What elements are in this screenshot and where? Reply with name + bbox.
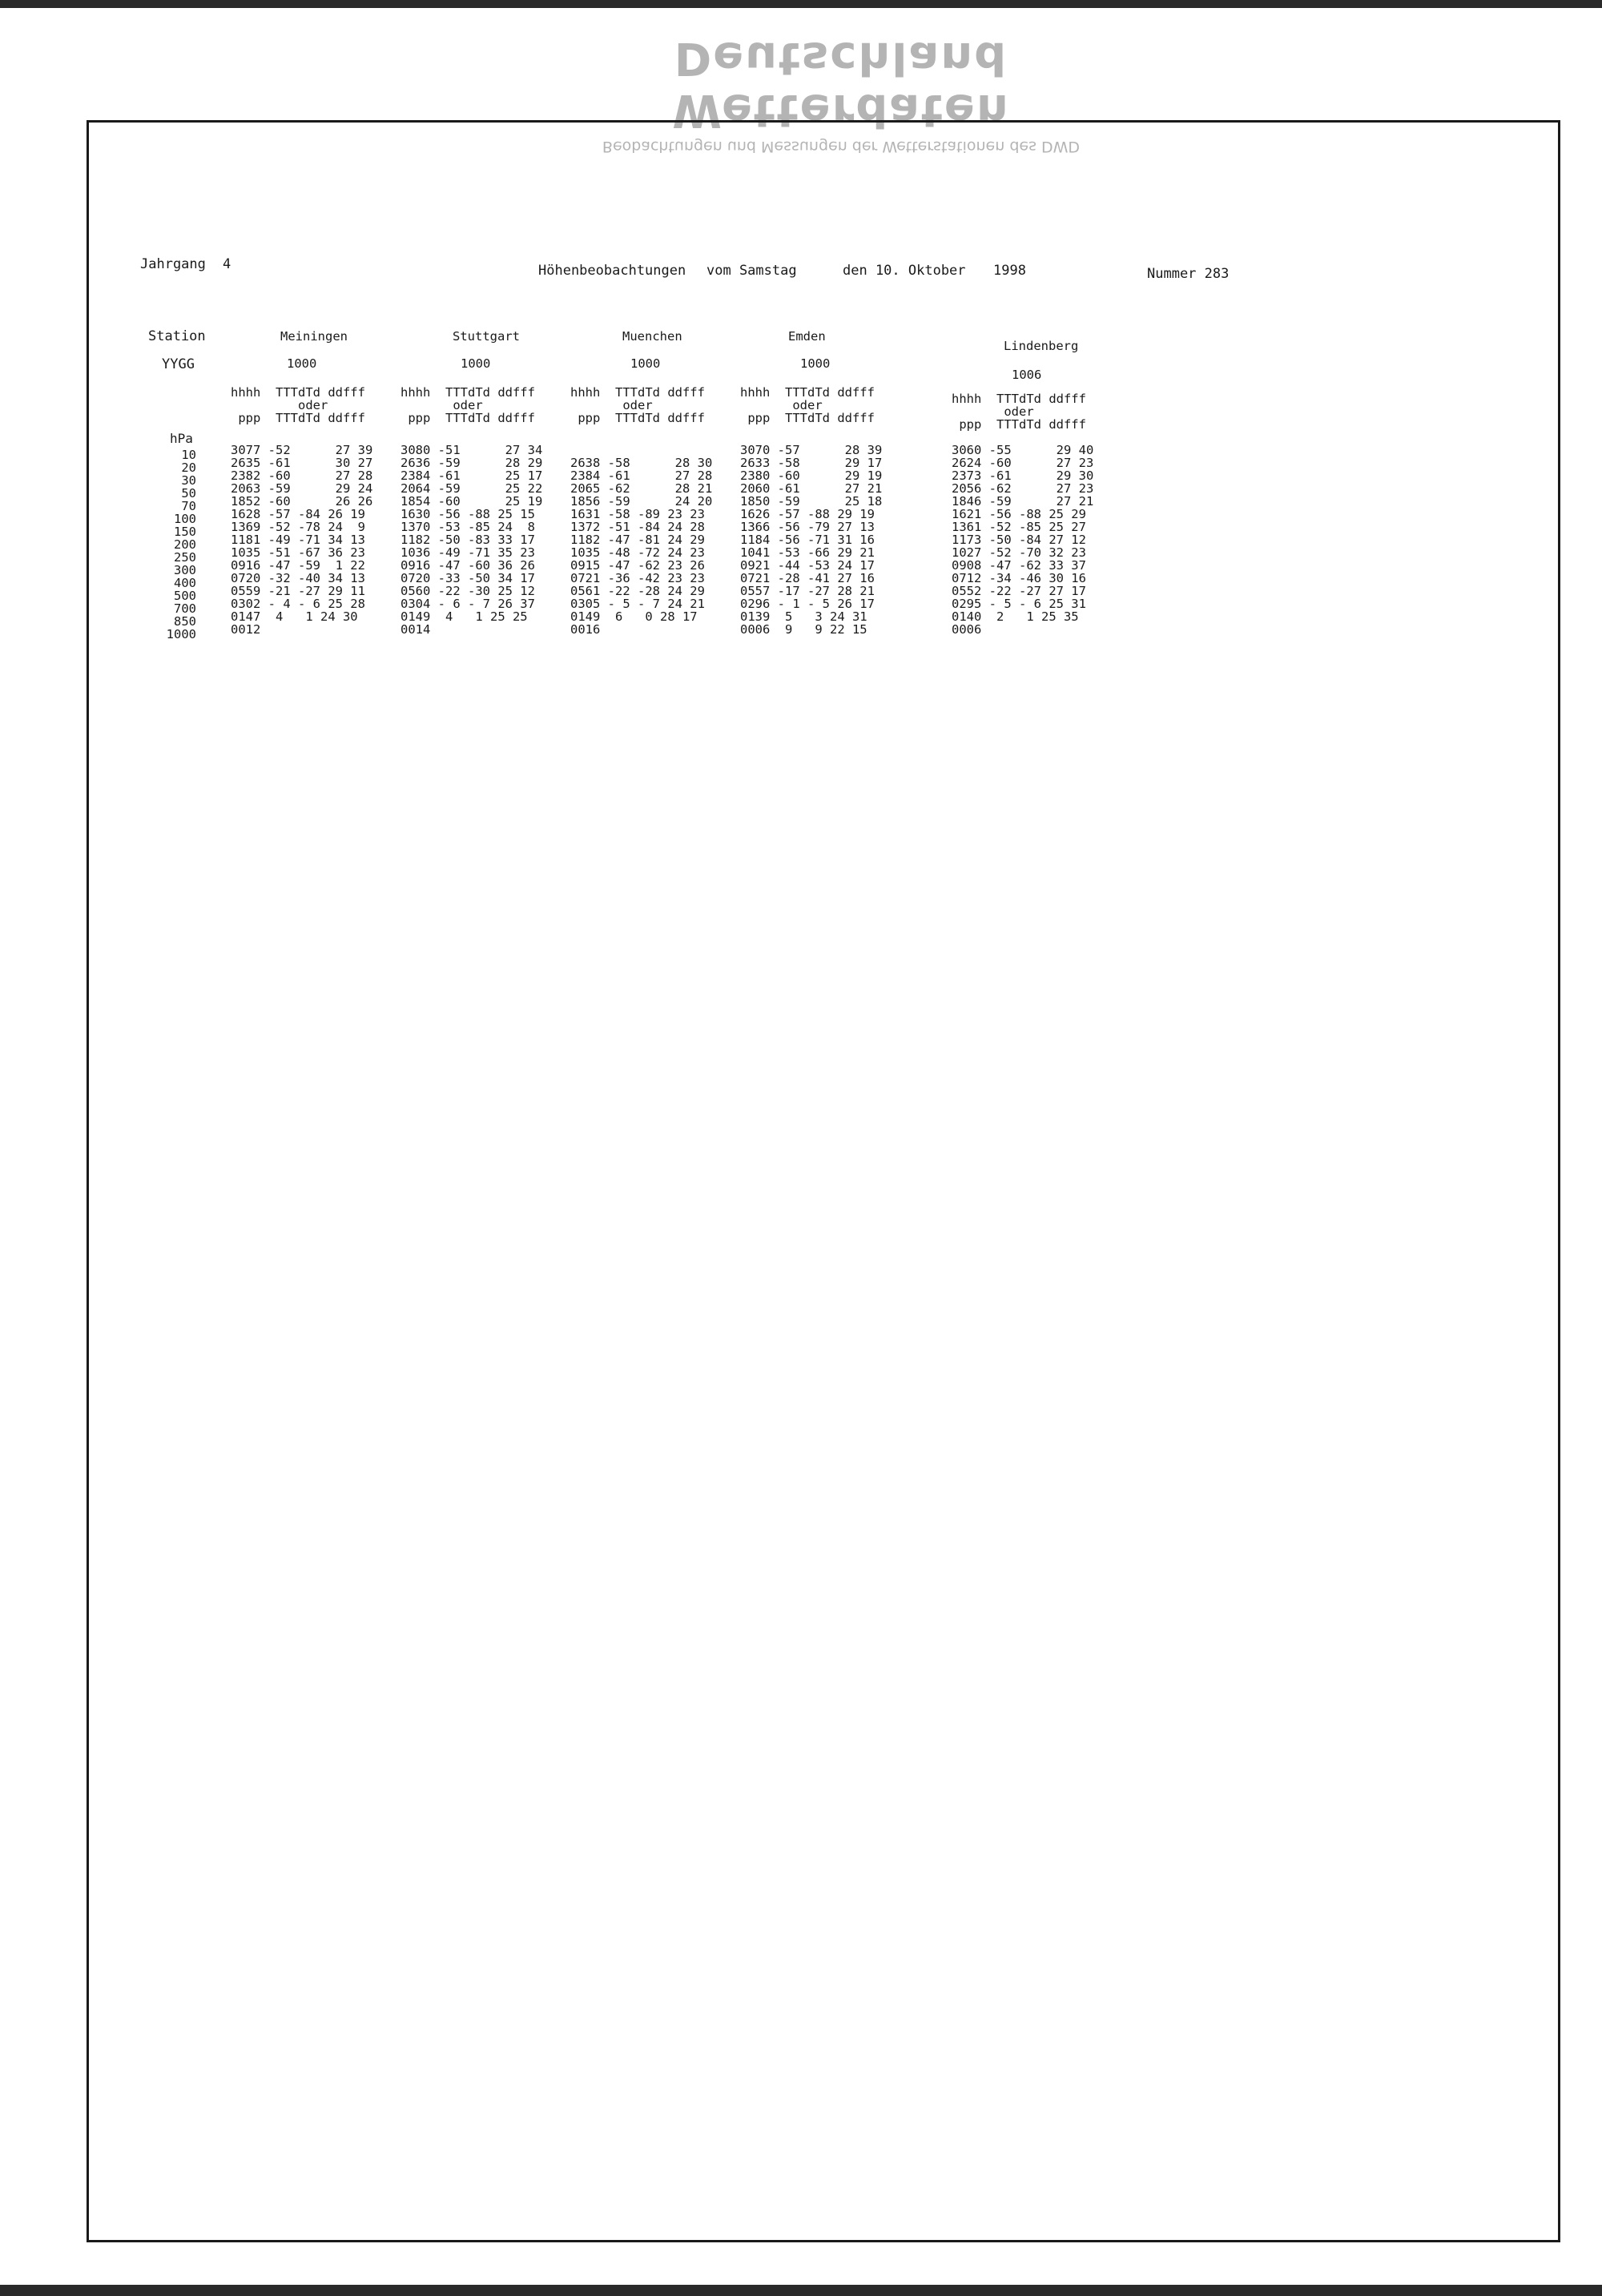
data-row: 0302 - 4 - 6 25 28 (231, 597, 365, 611)
column-header-line2: oder (231, 398, 328, 412)
issue-number: Nummer 283 (1147, 266, 1230, 282)
column-header-line1: hhhh TTTdTd ddfff (570, 385, 705, 400)
jahrgang-label: Jahrgang (140, 256, 206, 272)
data-row: 0721 -36 -42 23 23 (570, 571, 705, 585)
column-header-line2: oder (740, 398, 823, 412)
data-row: 0016 (570, 622, 601, 637)
station-lindenberg (952, 340, 1093, 636)
jahrgang-number: 4 (223, 256, 231, 272)
data-row: 1630 -56 -88 25 15 (400, 507, 535, 521)
level-value: 300 (174, 563, 196, 577)
data-row: 0140 2 1 25 35 (952, 609, 1079, 624)
data-row: 0305 - 5 - 7 24 21 (570, 597, 705, 611)
data-row: 2064 -59 25 22 (400, 481, 543, 496)
column-header-line2: oder (400, 398, 483, 412)
data-row: 0721 -28 -41 27 16 (740, 571, 875, 585)
data-row: 1621 -56 -88 25 29 (952, 507, 1086, 521)
data-row (570, 444, 712, 456)
station-emden (740, 330, 882, 636)
data-row: 0149 6 0 28 17 (570, 609, 698, 624)
column-header-line3: ppp TTTdTd ddfff (231, 411, 365, 425)
level-value: 70 (181, 499, 196, 513)
level-value: 20 (181, 460, 196, 475)
data-row: 3060 -55 29 40 (952, 443, 1094, 457)
level-value: 250 (174, 550, 196, 565)
date: den 10. Oktober (843, 263, 966, 279)
data-row: 0552 -22 -27 27 17 (952, 584, 1086, 598)
data-row: 2373 -61 29 30 (952, 468, 1094, 483)
station-stuttgart (400, 330, 542, 636)
level-value: 400 (174, 576, 196, 590)
yygg-label: YYGG (162, 356, 195, 372)
column-header-line1: hhhh TTTdTd ddfff (952, 392, 1086, 406)
data-row: 1182 -50 -83 33 17 (400, 533, 535, 547)
data-row: 2636 -59 28 29 (400, 456, 543, 470)
data-row: 2635 -61 30 27 (231, 456, 373, 470)
data-row (570, 431, 712, 444)
data-row: 3077 -52 27 39 (231, 443, 373, 457)
data-row: 0921 -44 -53 24 17 (740, 558, 875, 573)
data-row: 0147 4 1 24 30 (231, 609, 358, 624)
level-value: 1000 (166, 627, 196, 641)
masthead-title: Wetterdaten Deutschland (672, 32, 1010, 136)
data-row: 1628 -57 -84 26 19 (231, 507, 365, 521)
data-row: 0720 -32 -40 34 13 (231, 571, 365, 585)
data-row: 0012 (231, 622, 261, 637)
data-row: 2633 -58 29 17 (740, 456, 883, 470)
station-data (231, 444, 372, 636)
column-header-line2: oder (570, 398, 653, 412)
data-row: 0560 -22 -30 25 12 (400, 584, 535, 598)
top-scan-band (0, 0, 1602, 8)
data-row: 0908 -47 -62 33 37 (952, 558, 1086, 573)
data-row: 2060 -61 27 21 (740, 481, 883, 496)
station-data (570, 431, 712, 636)
data-row: 0014 (400, 622, 431, 637)
station-data (740, 444, 882, 636)
data-row: 2624 -60 27 23 (952, 456, 1094, 470)
level-value: 500 (174, 589, 196, 603)
data-row: 0712 -34 -46 30 16 (952, 571, 1086, 585)
data-row: 1369 -52 -78 24 9 (231, 520, 365, 534)
data-row: 0296 - 1 - 5 26 17 (740, 597, 875, 611)
station-data (952, 444, 1093, 636)
station-name: Meiningen (280, 329, 348, 344)
data-row: 1370 -53 -85 24 8 (400, 520, 535, 534)
data-row: 2384 -61 25 17 (400, 468, 543, 483)
data-row: 0006 (952, 622, 982, 637)
data-row: 2384 -61 27 28 (570, 468, 713, 483)
data-row: 1184 -56 -71 31 16 (740, 533, 875, 547)
data-row: 1372 -51 -84 24 28 (570, 520, 705, 534)
station-label: Station (148, 328, 206, 344)
data-row: 0557 -17 -27 28 21 (740, 584, 875, 598)
masthead-subtitle: Beobachtungen und Messungen der Wetterstationen des DWD (602, 138, 1081, 155)
data-row: 2063 -59 29 24 (231, 481, 373, 496)
data-row: 1850 -59 25 18 (740, 494, 883, 509)
data-row: 1182 -47 -81 24 29 (570, 533, 705, 547)
data-row: 1035 -51 -67 36 23 (231, 545, 365, 560)
station-name: Emden (788, 329, 826, 344)
level-value: 100 (174, 512, 196, 526)
column-header-line3: ppp TTTdTd ddfff (400, 411, 535, 425)
data-row: 3070 -57 28 39 (740, 443, 883, 457)
data-row: 1626 -57 -88 29 19 (740, 507, 875, 521)
data-row: 1361 -52 -85 25 27 (952, 520, 1086, 534)
data-row: 0559 -21 -27 29 11 (231, 584, 365, 598)
column-header-line1: hhhh TTTdTd ddfff (231, 385, 365, 400)
hpa-label: hPa (170, 431, 193, 446)
data-row: 1027 -52 -70 32 23 (952, 545, 1086, 560)
station-name: Stuttgart (453, 329, 520, 344)
weekday: vom Samstag (706, 263, 797, 279)
data-row: 2380 -60 29 19 (740, 468, 883, 483)
level-value: 50 (181, 486, 196, 501)
level-value: 150 (174, 525, 196, 539)
column-header-line1: hhhh TTTdTd ddfff (400, 385, 535, 400)
level-value: 850 (174, 614, 196, 629)
data-row: 1854 -60 25 19 (400, 494, 543, 509)
level-value: 10 (181, 448, 196, 462)
data-row: 1852 -60 26 26 (231, 494, 373, 509)
data-row: 1041 -53 -66 29 21 (740, 545, 875, 560)
data-row: 0916 -47 -60 36 26 (400, 558, 535, 573)
data-row: 2056 -62 27 23 (952, 481, 1094, 496)
bottom-scan-band (0, 2285, 1602, 2296)
data-row: 1846 -59 27 21 (952, 494, 1094, 509)
data-row: 0295 - 5 - 6 25 31 (952, 597, 1086, 611)
data-row: 1366 -56 -79 27 13 (740, 520, 875, 534)
pressure-level-column (160, 448, 196, 641)
data-row: 0149 4 1 25 25 (400, 609, 528, 624)
data-row: 1173 -50 -84 27 12 (952, 533, 1086, 547)
column-header-line3: ppp TTTdTd ddfff (952, 417, 1086, 432)
data-row: 0561 -22 -28 24 29 (570, 584, 705, 598)
station-name: Muenchen (622, 329, 682, 344)
column-header-line1: hhhh TTTdTd ddfff (740, 385, 875, 400)
station-yygg: 1006 (1012, 368, 1042, 382)
data-row: 1181 -49 -71 34 13 (231, 533, 365, 547)
station-data (400, 444, 542, 636)
data-row: 0139 5 3 24 31 (740, 609, 867, 624)
data-row: 2382 -60 27 28 (231, 468, 373, 483)
data-row: 0720 -33 -50 34 17 (400, 571, 535, 585)
column-header-line3: ppp TTTdTd ddfff (740, 411, 875, 425)
data-row: 2638 -58 28 30 (570, 456, 713, 470)
data-row: 1631 -58 -89 23 23 (570, 507, 705, 521)
data-row: 2065 -62 28 21 (570, 481, 713, 496)
level-value: 200 (174, 537, 196, 552)
station-yygg: 1000 (630, 356, 661, 371)
data-row: 1036 -49 -71 35 23 (400, 545, 535, 560)
page-title: Höhenbeobachtungen (538, 263, 686, 279)
data-row: 0916 -47 -59 1 22 (231, 558, 365, 573)
column-header-line2: oder (952, 404, 1034, 419)
column-header-line3: ppp TTTdTd ddfff (570, 411, 705, 425)
data-row: 0006 9 9 22 15 (740, 622, 867, 637)
station-meiningen (231, 330, 372, 636)
data-row: 0915 -47 -62 23 26 (570, 558, 705, 573)
data-row: 0304 - 6 - 7 26 37 (400, 597, 535, 611)
year: 1998 (993, 263, 1026, 279)
station-yygg: 1000 (461, 356, 491, 371)
station-name: Lindenberg (1004, 339, 1079, 353)
station-yygg: 1000 (800, 356, 831, 371)
data-row: 1035 -48 -72 24 23 (570, 545, 705, 560)
level-value: 700 (174, 601, 196, 616)
level-value: 30 (181, 473, 196, 488)
data-row: 3080 -51 27 34 (400, 443, 543, 457)
data-row: 1856 -59 24 20 (570, 494, 713, 509)
station-yygg: 1000 (287, 356, 317, 371)
station-muenchen (570, 330, 712, 636)
